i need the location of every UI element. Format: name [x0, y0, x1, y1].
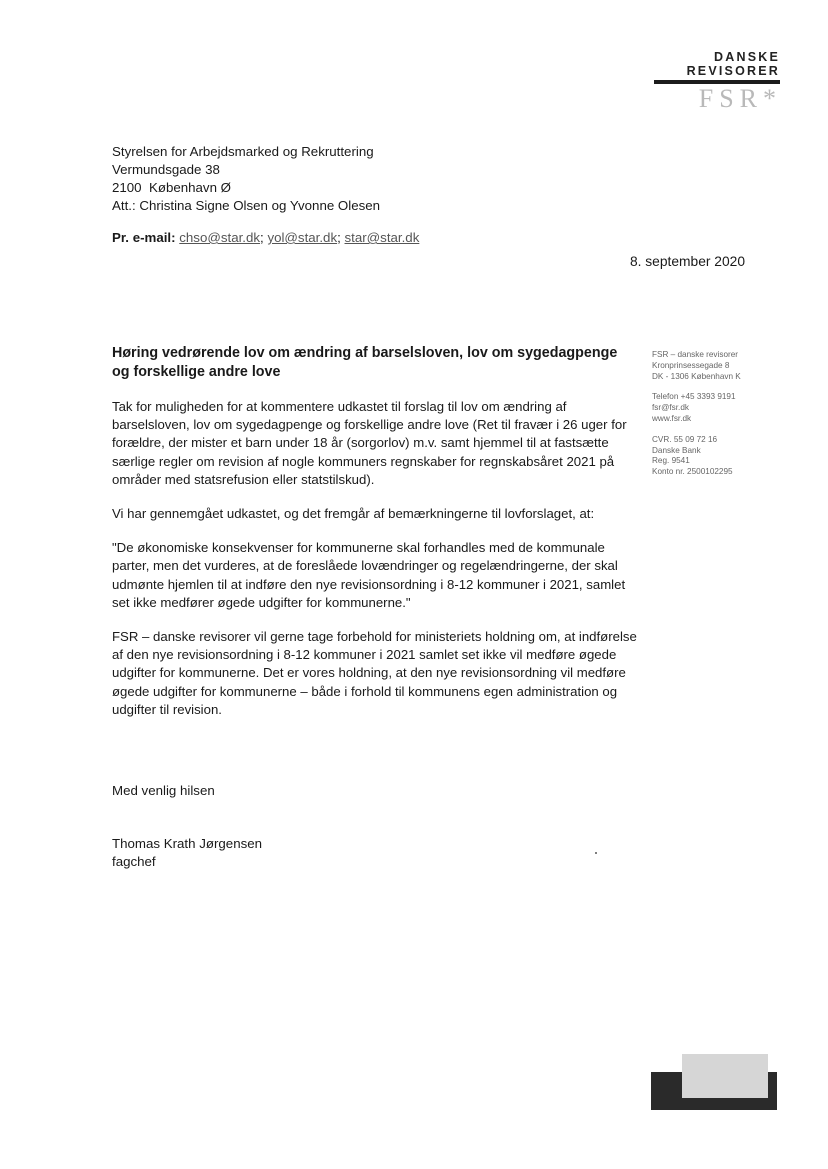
- scan-speck: [595, 852, 597, 854]
- letter-subject: Høring vedrørende lov om ændring af barselsloven, lov om sygedagpenge og forskellige andre love: [112, 345, 618, 380]
- signer-name: Thomas Krath Jørgensen: [112, 836, 263, 851]
- recipient-org: Styrelsen for Arbejdsmarked og Rekruttering: [112, 144, 374, 159]
- email-line: [112, 230, 419, 245]
- email-link-chso[interactable]: chso@star.dk: [179, 230, 261, 245]
- sender-phone: Telefon +45 3393 9191: [652, 392, 736, 402]
- sender-account: Konto nr. 2500102295: [652, 467, 733, 477]
- sender-email: fsr@fsr.dk: [652, 403, 689, 413]
- sender-bank: Danske Bank: [652, 445, 701, 455]
- signature-block: [112, 835, 262, 871]
- sender-name: FSR – danske revisorer: [652, 350, 739, 359]
- recipient-city: 2100 København Ø: [112, 180, 232, 195]
- scan-artifact-patch: [682, 1054, 768, 1098]
- email-separator: ;: [260, 230, 264, 245]
- sender-address-line1: Kronprinsessegade 8: [652, 360, 730, 370]
- letter-date: 8. september 2020: [629, 254, 745, 269]
- body-paragraph-2: Vi har gennemgået udkastet, og det fremgår af bemærkningerne til lovforslaget, at:: [112, 506, 595, 522]
- email-link-star[interactable]: star@star.dk: [344, 230, 420, 245]
- recipient-address: [112, 143, 380, 215]
- fsr-logo-mark: FSR*: [698, 84, 782, 113]
- closing: Med venlig hilsen: [112, 783, 215, 798]
- email-separator: ;: [337, 230, 341, 245]
- email-link-yol[interactable]: yol@star.dk: [267, 230, 338, 245]
- recipient-street: Vermundsgade 38: [112, 162, 220, 177]
- recipient-attention: Att.: Christina Signe Olsen og Yvonne Olesen: [112, 198, 381, 213]
- sender-info: [652, 350, 782, 478]
- letter-body: [112, 398, 642, 735]
- body-quote: "De økonomiske konsekvenser for kommunerne skal forhandles med de kommunale parter, men det vurderes, at de foreslåede lovændringer og regelændringerne, der skal udmønte hjemlen til at indføre den nye revisionsordning i 8-12 kommuner i 2021, samlet set ikke medfører øgede udgifter for kommunerne.": [112, 540, 626, 610]
- logo-text-danske: DANSKE: [714, 50, 780, 64]
- body-paragraph-1: Tak for muligheden for at kommentere udkastet til forslag til lov om ændring af barselsloven, lov om sygedagpenge og forskellige andre love (Ret til fravær i 26 uger for forældre, der mister et barn under 18 år (sorgorlov) m.v. samt hjemmel til at fastsætte særlige regler om revision af nogle kommuners regnskaber for regnskabsåret 2021 på områder med statsrefusion eller statstilskud).: [112, 399, 627, 487]
- sender-address-line2: DK - 1306 København K: [652, 371, 741, 381]
- body-paragraph-4: FSR – danske revisorer vil gerne tage forbehold for ministeriets holdning om, at indførelse af den nye revisionsordning i 8-12 kommuner i 2021 samlet set ikke vil medføre øgede udgifter for kommunerne. Det er vores holdning, at den nye revisionsordning vil medføre øgede udgifter for kommunerne – både i forhold til kommunens egen administration og udgifter til revision.: [112, 629, 637, 717]
- sender-web: www.fsr.dk: [652, 413, 692, 423]
- signer-title: fagchef: [112, 854, 156, 869]
- sender-reg: Reg. 9541: [652, 456, 690, 466]
- sender-cvr: CVR. 55 09 72 16: [652, 434, 718, 444]
- logo-text-revisorer: REVISORER: [686, 64, 780, 78]
- email-label: Pr. e-mail:: [112, 230, 176, 245]
